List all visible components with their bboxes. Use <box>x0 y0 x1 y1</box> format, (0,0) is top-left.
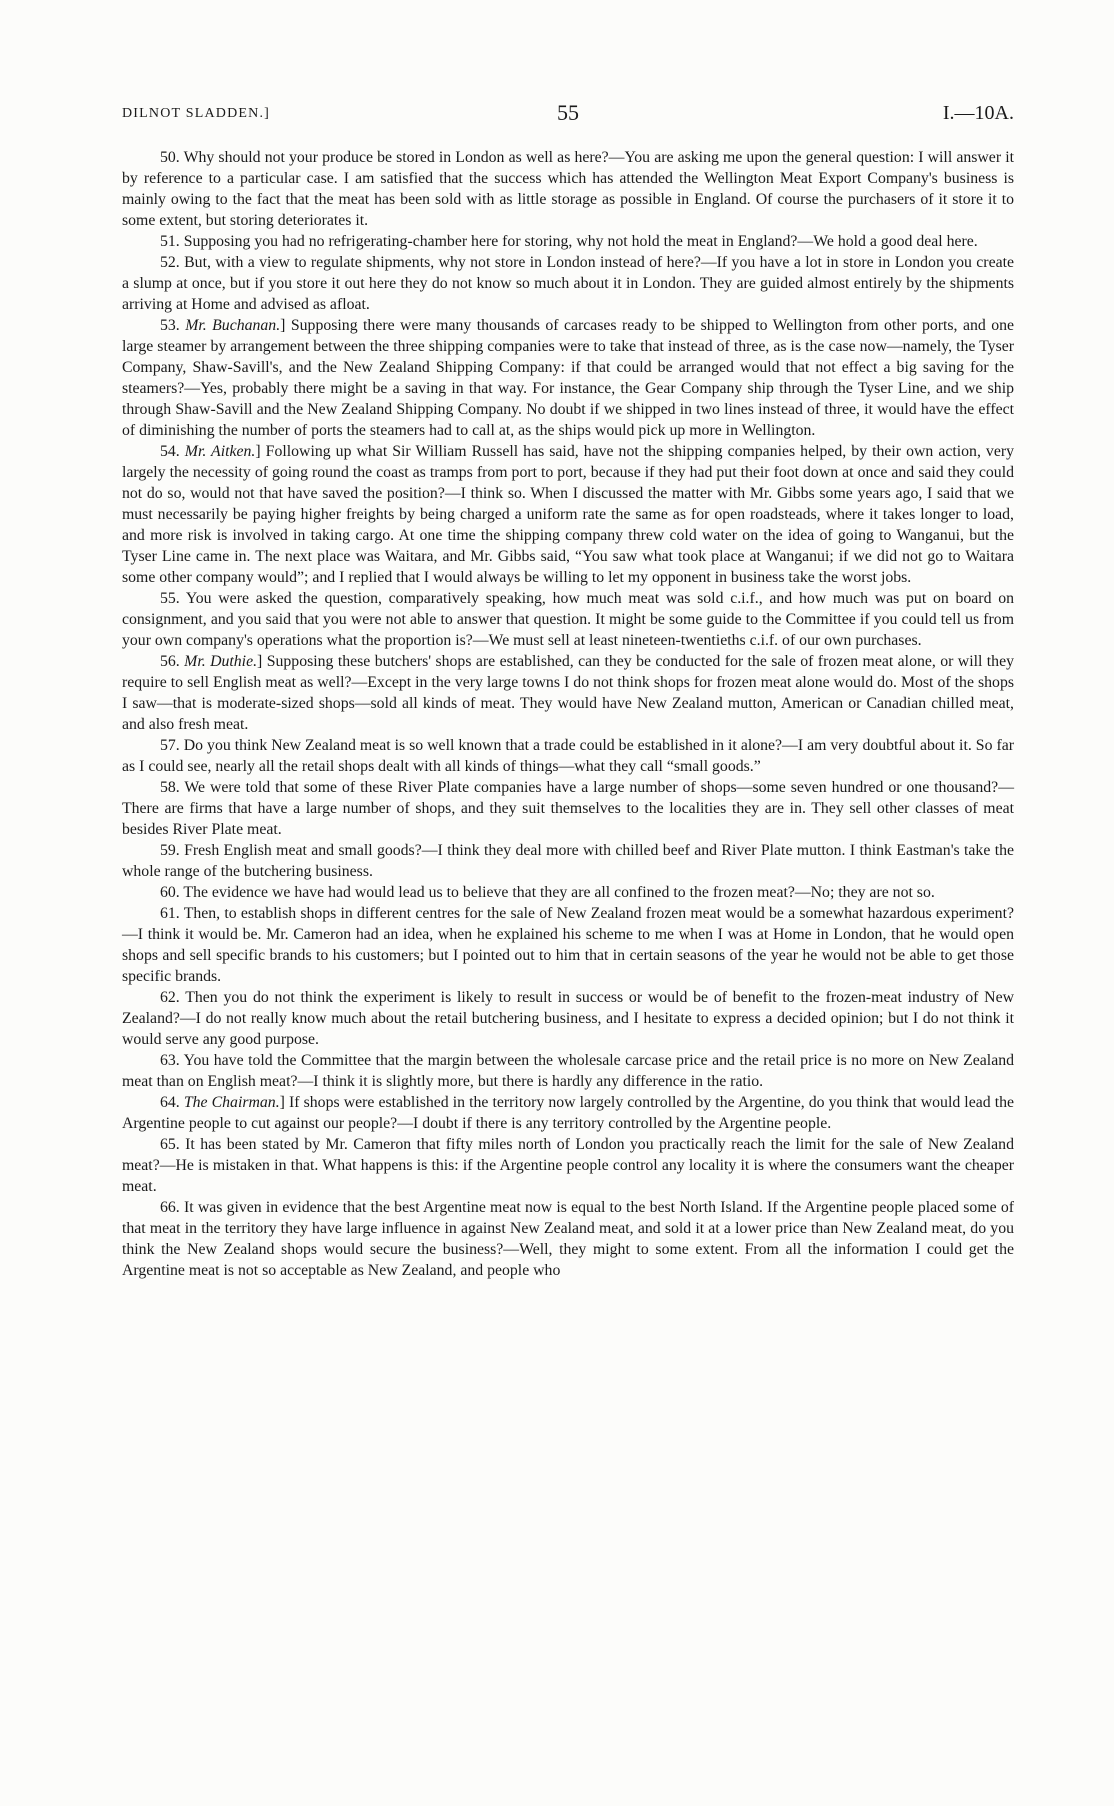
question-text: You were asked the question, comparatively speaking, how much meat was sold c.i.f., and how much was put on board on consignment, and you said that you were not able to answer that question. It might be some guide to the Committee if you could tell us from your own company's operations what the proportion is?—We must sell at least nineteen-twentieths c.i.f. of our own purchases. <box>122 590 1015 649</box>
question-text: Fresh English meat and small goods?—I think they deal more with chilled beef and River Plate mutton. I think Eastman's take the whole range of the butchering business. <box>122 842 1014 880</box>
question-paragraph: 53. Mr. Buchanan.] Supposing there were many thousands of carcases ready to be shipped to Wellington from other ports, and one large steamer by arrangement between the three shipping companies were to take that instead of three, as is the case now—namely, the Tyser Company, Shaw-Savill's, and the New Zealand Shipping Company: if that could be arranged would that not effect a big saving for the steamers?—Yes, probably there might be a saving in that way. For instance, the Gear Company ship through the Tyser Line, and we ship through Shaw-Savill and the New Zealand Shipping Company. No doubt if we shipped in two lines instead of three, it would have the effect of diminishing the number of ports the steamers had to call at, as the ships would pick up more in Wellington. <box>122 317 1014 439</box>
question-number: 60. <box>160 884 184 901</box>
question-text: But, with a view to regulate shipments, why not store in London instead of here?—If you have a lot in store in London you create a slump at once, but if you store it out here they do not know so much about it in London. They are guided almost entirely by the shipments arriving at Home and advised as afloat. <box>122 254 1014 313</box>
question-number: 66. <box>160 1199 184 1216</box>
question-text: It has been stated by Mr. Cameron that fifty miles north of London you practically reach the limit for the sale of New Zealand meat?—He is mistaken in that. What happens is this: if the Argentine people control any locality it is where the consumers want the cheaper meat. <box>122 1136 1014 1195</box>
question-paragraph <box>122 777 1014 840</box>
question-number: 59. <box>160 842 185 859</box>
witness-name: DILNOT SLADDEN.] <box>122 106 271 121</box>
question-paragraph <box>122 1197 1014 1281</box>
question-number: 53. <box>160 317 186 334</box>
question-text: Then, to establish shops in different centres for the sale of New Zealand frozen meat would be a somewhat hazardous experiment?—I think it would be. Mr. Cameron had an idea, when he explained his scheme to me when I was at Home in London, that he would open shops and sell specific brands to his customers; but I pointed out to him that in certain seasons of the year he would not be able to get those specific brands. <box>122 905 1014 985</box>
question-number: 55. <box>160 590 186 607</box>
question-text: Supposing these butchers' shops are established, can they be conducted for the sale of frozen meat alone, or will they require to sell English meat as well?—Except in the very large towns I do not think shops for frozen meat alone would do. Most of the shops I saw—that is moderate-sized shops—sold all kinds of meat. They would have New Zealand mutton, American or Canadian chilled meat, and also fresh meat. <box>122 653 1014 733</box>
speaker-name: Mr. Aitken. <box>184 443 256 460</box>
question-text: Do you think New Zealand meat is so well known that a trade could be established in it alone?—I am very doubtful about it. So far as I could see, nearly all the retail shops dealt with all kinds of things—what they call “small goods.” <box>122 737 1014 775</box>
question-paragraph <box>122 840 1014 882</box>
question-number: 50. <box>160 149 184 166</box>
question-paragraph <box>122 735 1014 777</box>
question-paragraph <box>122 1134 1014 1197</box>
question-paragraph: 64. The Chairman.] If shops were established in the territory now largely controlled by the Argentine, do you think that would lead the Argentine people to cut against our people?—I doubt if there is any territory controlled by the Argentine people. <box>122 1094 1015 1132</box>
question-paragraph <box>122 903 1014 987</box>
question-number: 63. <box>160 1052 184 1069</box>
document-reference: I.—10A. <box>942 102 1014 124</box>
question-number: 61. <box>160 905 184 922</box>
question-text: Then you do not think the experiment is likely to result in success or would be of benefit to the frozen-meat industry of New Zealand?—I do not really know much about the retail butchering business, and I hesitate to express a decided opinion; but I do not think it would serve any good purpose. <box>122 989 1014 1048</box>
question-number: 57. <box>160 737 184 754</box>
question-paragraph <box>122 1050 1014 1092</box>
question-number: 52. <box>160 254 185 271</box>
question-text: The evidence we have had would lead us to believe that they are all confined to the frozen meat?—No; they are not so. <box>183 884 935 901</box>
question-number: 58. <box>160 779 185 796</box>
question-number: 64. <box>160 1094 184 1111</box>
question-text: Why should not your produce be stored in London as well as here?—You are asking me upon the general question: I will answer it by reference to a particular case. I am satisfied that the success which has attended the Wellington Meat Export Company's business is mainly owing to the fact that the meat has been sold with as little storage as possible in England. Of course the purchasers of it store it to some extent, but storing deteriorates it. <box>122 149 1014 229</box>
question-text: If shops were established in the territory now largely controlled by the Argentine, do you think that would lead the Argentine people to cut against our people?—I doubt if there is any territory controlled by the Argentine people. <box>122 1094 1015 1132</box>
page-header <box>122 100 1014 130</box>
question-paragraph <box>122 588 1014 651</box>
question-number: 56. <box>160 653 185 670</box>
question-paragraph <box>122 987 1014 1050</box>
speaker-name: Mr. Buchanan. <box>185 317 281 334</box>
question-text: You have told the Committee that the margin between the wholesale carcase price and the retail price is no more on New Zealand meat than on English meat?—I think it is slightly more, but there is hardly any difference in the ratio. <box>122 1052 1014 1090</box>
question-text: We were told that some of these River Plate companies have a large number of shops—some seven hundred or one thousand?—There are firms that have a large number of shops, and they suit themselves to the localities they are in. They sell other classes of meat besides River Plate meat. <box>122 779 1014 838</box>
question-text: It was given in evidence that the best Argentine meat now is equal to the best North Island. If the Argentine people placed some of that meat in the territory they have large influence in against New Zealand meat, and sold it at a lower price than New Zealand meat, do you think the New Zealand shops would secure the business?—Well, they might to some extent. From all the information I could get the Argentine meat is not so acceptable as New Zealand, and people who <box>122 1199 1014 1279</box>
testimony-body <box>122 147 1014 1281</box>
question-number: 54. <box>160 443 185 460</box>
question-paragraph <box>122 882 1014 903</box>
question-paragraph: 54. Mr. Aitken.] Following up what Sir William Russell has said, have not the shipping companies helped, by their own action, very largely the necessity of going round the coast as tramps from port to port, because if they had put their foot down at once and said they could not do so, would not that have saved the position?—I think so. When I discussed the matter with Mr. Gibbs some years ago, I said that we must necessarily be paying higher freights by being charged a uniform rate the same as for open roadsteads, where it takes longer to load, and more risk is involved in taking cargo. At one time the shipping company threw cold water on the idea of going to Wanganui, but the Tyser Line came in. The next place was Waitara, and Mr. Gibbs said, “You saw what took place at Wanganui; if we did not go to Waitara some other company would”; and I replied that I would always be willing to let my opponent in business take the worst jobs. <box>122 443 1014 586</box>
question-paragraph: 56. Mr. Duthie.] Supposing these butchers' shops are established, can they be conducted for the sale of frozen meat alone, or will they require to sell English meat as well?—Except in the very large towns I do not think shops for frozen meat alone would do. Most of the shops I saw—that is moderate-sized shops—sold all kinds of meat. They would have New Zealand mutton, American or Canadian chilled meat, and also fresh meat. <box>122 653 1014 733</box>
question-paragraph <box>122 147 1014 231</box>
page-number: 55 <box>557 100 579 125</box>
question-number: 51. <box>160 233 184 250</box>
question-text: Supposing you had no refrigerating-chamber here for storing, why not hold the meat in England?—We hold a good deal here. <box>183 233 978 250</box>
speaker-name: The Chairman. <box>183 1094 280 1111</box>
question-text: Supposing there were many thousands of carcases ready to be shipped to Wellington from other ports, and one large steamer by arrangement between the three shipping companies were to take that instead of three, as is the case now—namely, the Tyser Company, Shaw-Savill's, and the New Zealand Shipping Company: if that could be arranged would that not effect a big saving for the steamers?—Yes, probably there might be a saving in that way. For instance, the Gear Company ship through the Tyser Line, and we ship through Shaw-Savill and the New Zealand Shipping Company. No doubt if we shipped in two lines instead of three, it would have the effect of diminishing the number of ports the steamers had to call at, as the ships would pick up more in Wellington. <box>122 317 1014 439</box>
question-text: Following up what Sir William Russell has said, have not the shipping companies helped, by their own action, very largely the necessity of going round the coast as tramps from port to port, because if they had put their foot down at once and said they could not do so, would not that have saved the position?—I think so. When I discussed the matter with Mr. Gibbs some years ago, I said that we must necessarily be paying higher freights by being charged a uniform rate the same as for open roadsteads, where it takes longer to load, and more risk is involved in taking cargo. At one time the shipping company threw cold water on the idea of going to Wanganui, but the Tyser Line came in. The next place was Waitara, and Mr. Gibbs said, “You saw what took place at Wanganui; if we did not go to Waitara some other company would”; and I replied that I would always be willing to let my opponent in business take the worst jobs. <box>122 443 1014 586</box>
speaker-name: Mr. Duthie. <box>184 653 258 670</box>
question-number: 62. <box>160 989 186 1006</box>
question-paragraph <box>122 252 1014 315</box>
question-number: 65. <box>160 1136 186 1153</box>
question-paragraph <box>122 231 1014 252</box>
